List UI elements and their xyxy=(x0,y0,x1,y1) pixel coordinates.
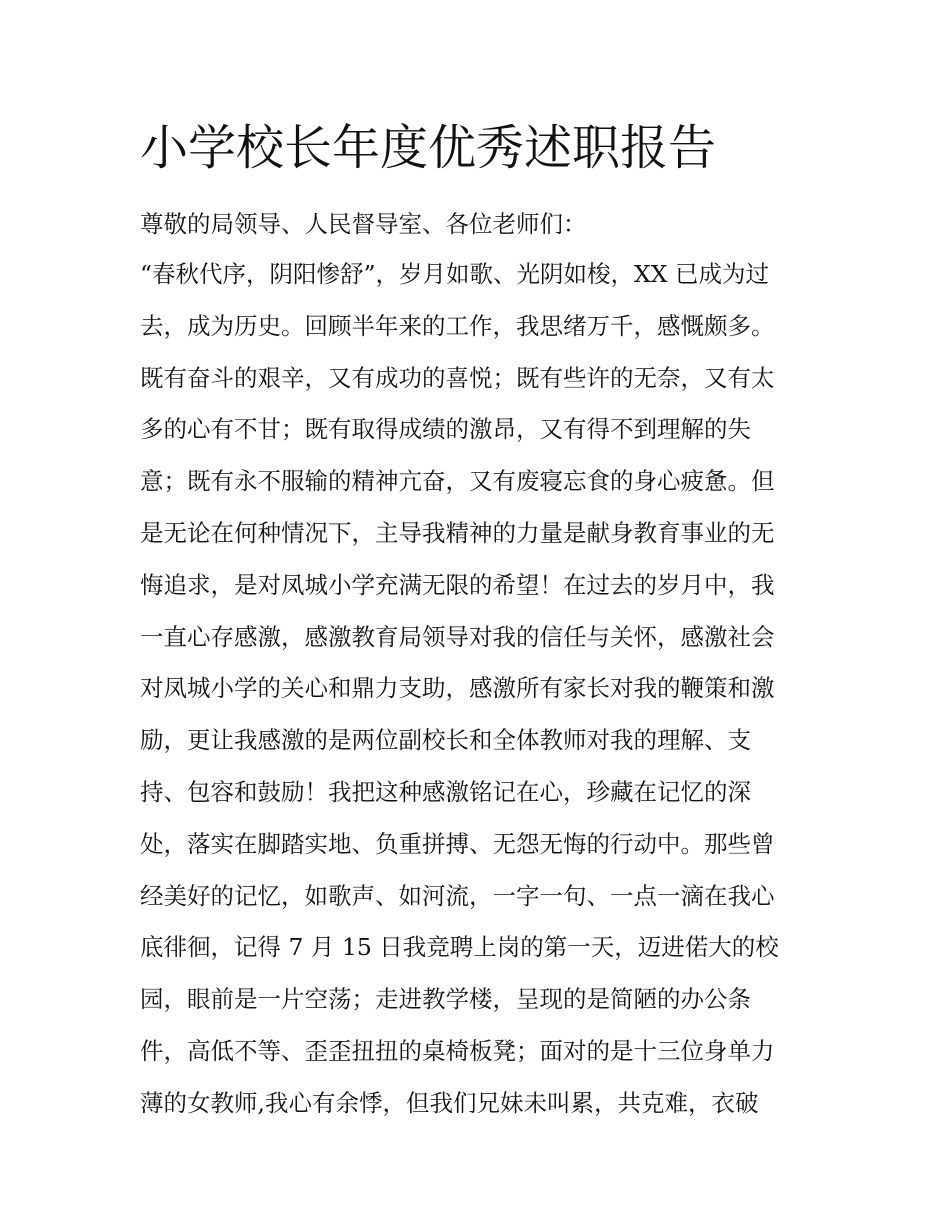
body-line: 是无论在何种情况下，主导我精神的力量是献身教育事业的无 xyxy=(140,518,775,547)
body-line: 去，成为历史。回顾半年来的工作，我思绪万千，感慨颇多。 xyxy=(140,311,775,340)
body-line: 园，眼前是一片空荡；走进教学楼，呈现的是简陋的办公条 xyxy=(140,985,751,1014)
body-line: 励，更让我感激的是两位副校长和全体教师对我的理解、支 xyxy=(140,726,751,755)
body-line: 经美好的记忆，如歌声、如河流，一字一句、一点一滴在我心 xyxy=(140,881,775,910)
salutation: 尊敬的局领导、人民督导室、各位老师们： xyxy=(140,210,587,238)
body-line: 底徘徊，记得 7 月 15 日我竞聘上岗的第一天，迈进偌大的校 xyxy=(140,933,779,962)
body-line: 意；既有永不服输的精神亢奋，又有废寝忘食的身心疲惫。但 xyxy=(140,467,775,496)
body-line: 持、包容和鼓励！我把这种感激铭记在心，珍藏在记忆的深 xyxy=(140,777,751,806)
body-line: “春秋代序，阴阳惨舒”，岁月如歌、光阴如梭，XX 已成为过 xyxy=(140,260,769,288)
body-line: 一直心存感激，感激教育局领导对我的信任与关怀，感激社会 xyxy=(140,622,775,651)
body-line: 薄的女教师,我心有余悸，但我们兄妹未叫累，共克难，衣破 xyxy=(140,1088,759,1117)
body-line: 悔追求，是对凤城小学充满无限的希望！在过去的岁月中，我 xyxy=(140,570,775,599)
body-line: 对凤城小学的关心和鼎力支助，感激所有家长对我的鞭策和激 xyxy=(140,674,775,703)
document-title: 小学校长年度优秀述职报告 xyxy=(140,120,717,176)
body-line: 多的心有不甘；既有取得成绩的激昂，又有得不到理解的失 xyxy=(140,415,751,444)
body-line: 既有奋斗的艰辛，又有成功的喜悦；既有些许的无奈，又有太 xyxy=(140,363,775,392)
body-text xyxy=(140,252,820,1133)
body-line: 处，落实在脚踏实地、负重拼搏、无怨无悔的行动中。那些曾 xyxy=(140,829,775,858)
body-line: 件，高低不等、歪歪扭扭的桌椅板凳；面对的是十三位身单力 xyxy=(140,1036,775,1065)
